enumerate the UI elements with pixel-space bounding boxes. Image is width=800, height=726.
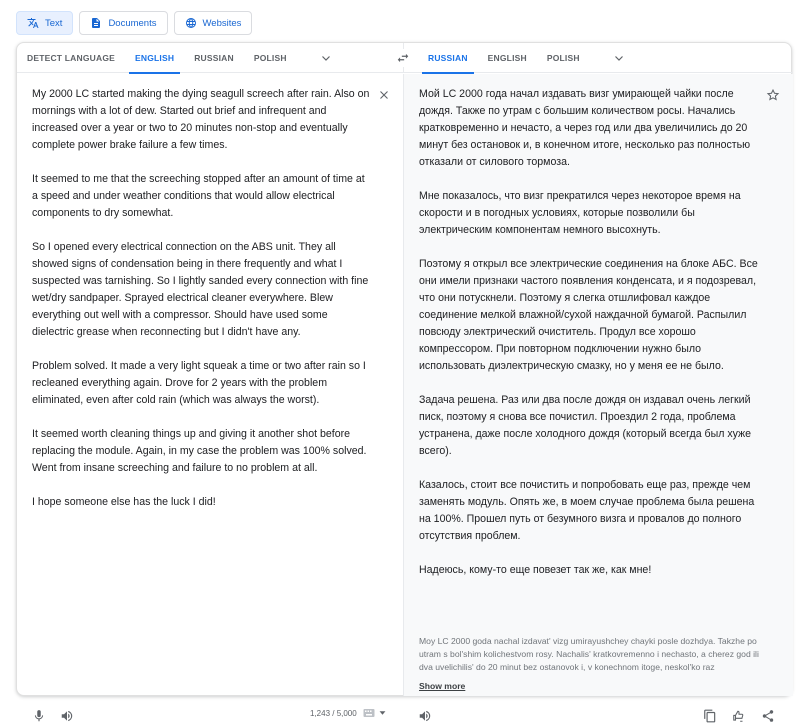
target-paragraph: Казалось, стоит все почистить и попробовать еще раз, прежде чем заменять модуль. Опять же, в моем случае проблема была решена на 100%. Прошел путь от безумного визга и провалов до полного отсутствия проблем. bbox=[419, 479, 755, 542]
target-paragraph: Мне показалось, что визг прекратился через некоторое время на скорости и в погодных условиях, которые позволили бы электрическим компонентам немного высохнуть. bbox=[419, 190, 741, 236]
speaker-icon bbox=[60, 709, 74, 723]
source-tab-polish[interactable]: POLISH bbox=[253, 52, 287, 63]
target-paragraph: Поэтому я открыл все электрические соединения на блоке АБС. Все они имели признаки частого появления конденсата, и я подозревал, что они потускнели. Поэтому я слегка отшлифовал каждое соединение мелкой влажной/сухой наждачной бумагой. Распылил повсюду электрический очиститель. Продул все хорошо компрессором. При повторном подключении нужно было использовать диэлектрическую смазку, но у меня ее не было. bbox=[419, 258, 758, 372]
keyboard-icon bbox=[363, 708, 375, 718]
star-outline-icon bbox=[766, 88, 780, 102]
target-language-bar bbox=[403, 43, 793, 73]
share-translation-button[interactable] bbox=[758, 706, 778, 726]
target-tab-polish[interactable]: POLISH bbox=[546, 52, 580, 63]
target-paragraph: Задача решена. Раз или два после дождя он издавал очень легкий писк, поэтому я снова все почистил. Проездил 2 года, проблема устранена, даже после холодного дождя (который всегда был хуже всего). bbox=[419, 394, 752, 457]
source-paragraph: So I opened every electrical connection on the ABS unit. They all showed signs of condensation being in there frequently and what I suspected was tarnishing. So I lightly sanded every connection with fine wet/dry sandpaper. Sprayed electrical cleaner everywhere. Blew everything out well with a compressor. Should have used some dielectric grease when reconnecting but I didn't have any. bbox=[32, 241, 369, 338]
share-icon bbox=[761, 709, 775, 723]
listen-source-button[interactable] bbox=[57, 706, 77, 726]
source-pane bbox=[17, 74, 403, 718]
copy-translation-button[interactable] bbox=[700, 706, 720, 726]
chevron-down-icon bbox=[320, 52, 332, 64]
swap-languages-button[interactable] bbox=[393, 49, 413, 67]
source-more-languages-button[interactable] bbox=[311, 43, 341, 73]
source-paragraph: My 2000 LC started making the dying seagull screech after rain. Also on mornings with a lot of dew. Started out brief and infrequent and increased over a year or two to 20 minutes non-stop and eventually complete power brake failure a few times. bbox=[32, 88, 370, 151]
source-paragraph: It seemed worth cleaning things up and giving it another shot before replacing the module. Again, in my case the problem was 100% solved. Went from insane screeching and failure to no problem at all. bbox=[32, 428, 367, 474]
target-tab-russian[interactable]: RUSSIAN bbox=[418, 43, 478, 73]
source-textarea[interactable] bbox=[32, 86, 372, 528]
input-tools-button[interactable] bbox=[363, 708, 386, 718]
translate-card bbox=[16, 42, 792, 718]
globe-icon bbox=[185, 17, 197, 29]
source-language-bar bbox=[17, 43, 403, 73]
swap-icon bbox=[396, 51, 410, 65]
target-tab-english[interactable]: ENGLISH bbox=[487, 52, 527, 63]
target-paragraph: Мой LC 2000 года начал издавать визг умирающей чайки после дождя. Также по утрам с большим количеством росы. Начались кратковременно и нечасто, а через год или два увеличились до 20 минут без остановок и, в конечном итоге, несколько раз полностью отказали от силового тормоза. bbox=[419, 88, 751, 168]
websites-mode-label: Websites bbox=[202, 17, 242, 29]
mode-selector bbox=[16, 11, 252, 35]
transliteration-text: Moy LC 2000 goda nachal izdavat' vizg umirayushchey chayki posle dozhdya. Takzhe po utram s bol'shim kolichestvom rosy. Nachalis' kratkovremenno i nechasto, a cherez god ili dva uvelichilis' do 20 minut bez ostanovok i, v konechnom itoge, neskol'ko raz bbox=[419, 636, 759, 672]
thumbs-feedback-icon bbox=[732, 709, 746, 723]
close-icon bbox=[378, 89, 390, 101]
translation-output bbox=[419, 86, 761, 596]
detect-language-tab[interactable]: DETECT LANGUAGE bbox=[27, 52, 115, 63]
caret-down-icon bbox=[379, 710, 386, 716]
documents-mode-button[interactable] bbox=[79, 11, 167, 35]
websites-mode-button[interactable] bbox=[174, 11, 253, 35]
source-tab-russian[interactable]: RUSSIAN bbox=[194, 52, 234, 63]
rate-translation-button[interactable] bbox=[729, 706, 749, 726]
character-count: 1,243 / 5,000 bbox=[310, 709, 357, 718]
speaker-icon bbox=[418, 709, 432, 723]
source-tab-english[interactable]: ENGLISH bbox=[125, 43, 184, 73]
documents-mode-label: Documents bbox=[108, 17, 157, 29]
source-paragraph: I hope someone else has the luck I did! bbox=[32, 496, 216, 508]
text-mode-label: Text bbox=[45, 17, 63, 29]
clear-source-button[interactable] bbox=[375, 86, 393, 104]
text-mode-button[interactable] bbox=[16, 11, 73, 35]
source-paragraph: Problem solved. It made a very light squeak a time or two after rain so I recleaned everything again. Drove for 2 years with the problem eliminated, even after cold rain (which was always the worst). bbox=[32, 360, 366, 406]
save-translation-button[interactable] bbox=[764, 86, 782, 104]
listen-translation-button[interactable] bbox=[415, 706, 435, 726]
source-paragraph: It seemed to me that the screeching stopped after an amount of time at a speed and under weather conditions that would allow electrical components to dry somewhat. bbox=[32, 173, 365, 219]
target-paragraph: Надеюсь, кому-то еще повезет так же, как мне! bbox=[419, 564, 652, 576]
voice-input-button[interactable] bbox=[29, 706, 49, 726]
show-more-link[interactable]: Show more bbox=[419, 681, 466, 691]
document-icon bbox=[90, 17, 102, 29]
chevron-down-icon bbox=[613, 52, 625, 64]
target-more-languages-button[interactable] bbox=[604, 43, 634, 73]
copy-icon bbox=[703, 709, 717, 723]
target-pane bbox=[403, 74, 793, 696]
microphone-icon bbox=[32, 709, 46, 723]
translate-icon bbox=[27, 17, 39, 29]
